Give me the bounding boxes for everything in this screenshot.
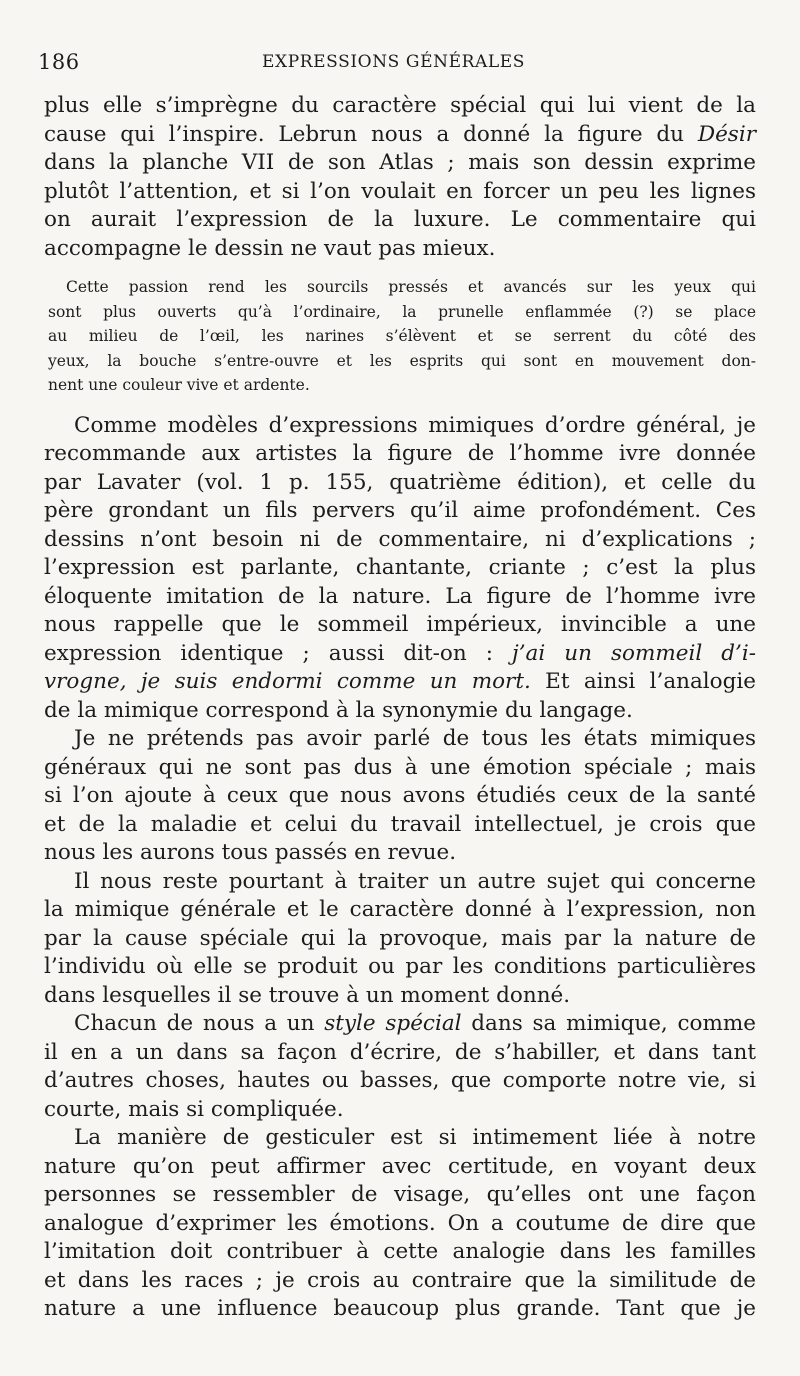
text-line: la mimique générale et le caractère donné à l’expression, non <box>44 897 756 922</box>
text-line: plutôt l’attention, et si l’on voulait en forcer un peu les lignes <box>44 178 756 204</box>
text-line: accompagne le dessin ne vaut pas mieux. <box>44 235 496 261</box>
text-line: et dans les races ; je crois au contraire que la similitude de <box>44 1267 756 1293</box>
text-line: nous rappelle que le sommeil impérieux, invincible a une <box>44 612 756 637</box>
running-title: EXPRESSIONS GÉNÉRALES <box>262 52 526 72</box>
quote-line: nent une couleur vive et ardente. <box>48 376 310 394</box>
text-line: de la mimique correspond à la synonymie du langage. <box>44 697 633 723</box>
italic-term: style spécial <box>324 1011 462 1036</box>
text-line: par Lavater (vol. 1 p. 155, quatrième édition), et celle du <box>44 469 756 495</box>
quote-line: yeux, la bouche s’entre-ouvre et les esprits qui sont en mouvement don- <box>48 351 756 370</box>
quote-line: au milieu de l’œil, les narines s’élèvent et se serrent du côté des <box>48 327 756 345</box>
text-line: personnes se ressembler de visage, qu’elles ont une façon <box>44 1182 756 1207</box>
text-line: La manière de gesticuler est si intimement liée à notre <box>74 1125 756 1150</box>
italic-quote: j’ai un sommeil d’i- <box>512 640 756 666</box>
text-line: plus elle s’imprègne du caractère spécial qui lui vient de la <box>44 93 756 118</box>
paragraph-models <box>44 412 756 726</box>
text-line: vrogne, je suis endormi comme un mort. Et ainsi l’analogie <box>44 669 756 694</box>
text-line: courte, mais si compliquée. <box>44 1096 344 1122</box>
text-line: cause qui l’inspire. Lebrun nous a donné la figure du Désir <box>44 121 756 147</box>
text-line: expression identique ; aussi dit-on : j’ai un sommeil d’i- <box>44 640 756 666</box>
text-line: nature a une influence beaucoup plus grande. Tant que je <box>44 1296 756 1321</box>
text-line: il en a un dans sa façon d’écrire, de s’habiller, et dans tant <box>44 1039 756 1065</box>
text-line: l’imitation doit contribuer à cette analogie dans les familles <box>44 1239 756 1264</box>
paragraph-subject <box>44 868 756 1011</box>
text-line: dans lesquelles il se trouve à un moment donné. <box>44 982 571 1008</box>
intro-paragraph <box>44 92 756 263</box>
text-line: père grondant un fils pervers qu’il aime profondément. Ces <box>44 498 756 523</box>
paragraph-states <box>44 725 756 868</box>
text-line: Il nous reste pourtant à traiter un autre sujet qui concerne <box>74 868 756 894</box>
text-line: généraux qui ne sont pas dus à une émotion spéciale ; mais <box>44 754 756 780</box>
text-line: dessins n’ont besoin ni de commentaire, ni d’explications ; <box>44 526 756 552</box>
text-line: on aurait l’expression de la luxure. Le commentaire qui <box>44 207 756 232</box>
paragraph-style <box>44 1010 756 1124</box>
text-line: l’individu où elle se produit ou par les conditions particulières <box>44 954 756 979</box>
page-number: 186 <box>38 50 80 74</box>
text-line: nature qu’on peut affirmer avec certitude, en voyant deux <box>44 1153 756 1179</box>
text-line: Comme modèles d’expressions mimiques d’ordre général, je <box>74 412 756 438</box>
text-line: nous les aurons tous passés en revue. <box>44 840 457 865</box>
text-line: recommande aux artistes la figure de l’homme ivre donnée <box>44 441 756 466</box>
block-quote <box>44 275 756 398</box>
quote-line: Cette passion rend les sourcils pressés et avancés sur les yeux qui <box>66 278 756 296</box>
text-line: Je ne prétends pas avoir parlé de tous les états mimiques <box>74 726 756 751</box>
text-line: d’autres choses, hautes ou basses, que comporte notre vie, si <box>44 1068 756 1093</box>
body-text <box>44 92 756 1324</box>
page-header <box>0 50 800 78</box>
text-line: l’expression est parlante, chantante, criante ; c’est la plus <box>44 555 756 580</box>
text-line: dans la planche VII de son Atlas ; mais son dessin exprime <box>44 150 756 175</box>
italic-quote: vrogne, je suis endormi comme un mort. <box>44 669 531 694</box>
quote-line: sont plus ouverts qu’à l’ordinaire, la prunelle enflammée (?) se place <box>48 302 756 321</box>
italic-term: Désir <box>697 121 756 147</box>
text-line: si l’on ajoute à ceux que nous avons étudiés ceux de la santé <box>44 783 756 808</box>
paragraph-gesture <box>44 1124 756 1324</box>
text-line: par la cause spéciale qui la provoque, mais par la nature de <box>44 925 756 951</box>
text-line: et de la maladie et celui du travail intellectuel, je crois que <box>44 811 756 837</box>
text-line: éloquente imitation de la nature. La figure de l’homme ivre <box>44 583 756 609</box>
text-line: analogue d’exprimer les émotions. On a coutume de dire que <box>44 1210 756 1236</box>
text-line: Chacun de nous a un style spécial dans sa mimique, comme <box>74 1011 756 1036</box>
